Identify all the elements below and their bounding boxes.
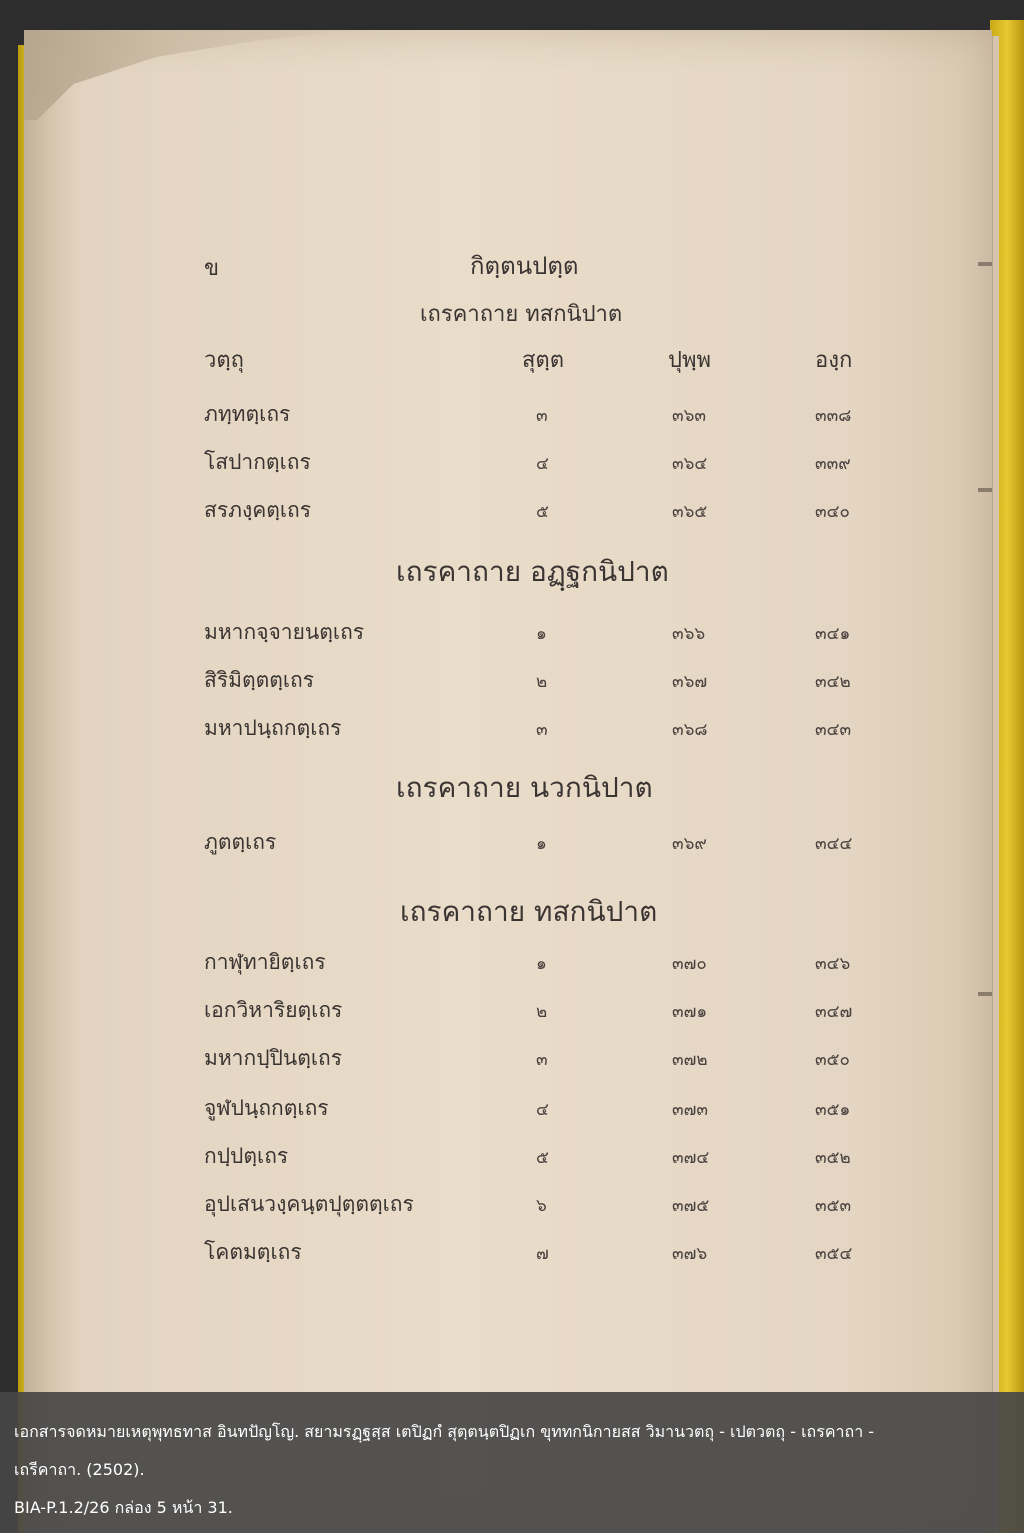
entry-name: สรภงฺคตฺเถร (204, 498, 312, 522)
column-header-name: วตฺถุ (204, 348, 244, 373)
column-header-sutta: สุตฺต (522, 348, 565, 373)
archive-caption-bar (0, 1392, 1024, 1533)
entry-sutta: ๕ (536, 502, 549, 522)
entry-pubba: ๓๖๔ (672, 454, 708, 474)
entry-name: สิริมิตฺตตฺเถร (204, 668, 315, 692)
entry-name: อุปเสนวงฺคนฺตปุตฺตตฺเถร (204, 1192, 414, 1216)
entry-sutta: ๔ (536, 1100, 549, 1120)
column-header-anga: องฺก (815, 348, 853, 373)
caption-line-1: เอกสารจดหมายเหตุพุทธทาส อินทปัญโญ. สยามรฏฺฐสฺส เตปิฏกํ สุตฺตนฺตปิฏเก ขุททกนิกายสส วิมานวตถุ - เปตวตถุ - เถรคาถา - (14, 1422, 875, 1441)
entry-name: กปฺปตฺเถร (204, 1144, 289, 1168)
page-marker-tick (978, 992, 992, 996)
entry-sutta: ๒ (536, 672, 548, 692)
entry-anga: ๓๔๗ (815, 1002, 853, 1022)
entry-pubba: ๓๖๘ (672, 720, 708, 740)
entry-name: กาฬุทายิตฺเถร (204, 950, 326, 974)
entry-sutta: ๗ (536, 1244, 549, 1264)
entry-anga: ๓๓๘ (815, 406, 852, 426)
caption-line-2: เถรีคาถา. (2502). (14, 1460, 145, 1479)
entry-sutta: ๓ (536, 720, 548, 740)
entry-sutta: ๖ (536, 1196, 547, 1216)
page-title: กิตฺตนปตฺต (470, 252, 579, 280)
entry-pubba: ๓๖๓ (672, 406, 707, 426)
entry-anga: ๓๔๖ (815, 954, 851, 974)
entry-pubba: ๓๗๓ (672, 1100, 709, 1120)
entry-pubba: ๓๗๐ (672, 954, 707, 974)
section-title: เถรคาถาย ทสกนิปาต (400, 895, 658, 928)
entry-sutta: ๕ (536, 1148, 549, 1168)
entry-sutta: ๑ (536, 954, 547, 974)
entry-name: มหากจฺจายนตฺเถร (204, 620, 365, 644)
entry-anga: ๓๔๒ (815, 672, 851, 692)
page-stack-edge (992, 36, 999, 1533)
section-title: เถรคาถาย นวกนิปาต (396, 771, 653, 804)
entry-name: ภทฺทตฺเถร (204, 402, 291, 426)
entry-anga: ๓๕๑ (815, 1100, 851, 1120)
entry-name: มหาปนฺถกตฺเถร (204, 716, 342, 740)
entry-sutta: ๓ (536, 406, 548, 426)
entry-pubba: ๓๖๙ (672, 834, 707, 854)
entry-sutta: ๑ (536, 624, 547, 644)
column-header-pubba: ปุพฺพ (668, 348, 711, 373)
entry-anga: ๓๔๓ (815, 720, 852, 740)
entry-name: โคตมตฺเถร (204, 1240, 302, 1264)
caption-reference: BIA-P.1.2/26 กล่อง 5 หน้า 31. (14, 1498, 233, 1517)
entry-anga: ๓๔๑ (815, 624, 851, 644)
entry-sutta: ๓ (536, 1050, 548, 1070)
entry-pubba: ๓๗๑ (672, 1002, 708, 1022)
entry-sutta: ๒ (536, 1002, 548, 1022)
entry-pubba: ๓๗๕ (672, 1196, 710, 1216)
entry-anga: ๓๔๐ (815, 502, 850, 522)
entry-anga: ๓๕๐ (815, 1050, 850, 1070)
entry-name: มหากปฺปินตฺเถร (204, 1046, 343, 1070)
first-section-title: เถรคาถาย ทสกนิปาต (420, 302, 623, 327)
entry-anga: ๓๓๙ (815, 454, 851, 474)
entry-name: โสปากตฺเถร (204, 450, 311, 474)
page-letter: ข (204, 256, 220, 281)
entry-pubba: ๓๖๖ (672, 624, 706, 644)
entry-name: ภูตตฺเถร (204, 830, 277, 854)
entry-name: จูฬปนฺถกตฺเถร (204, 1096, 329, 1120)
entry-pubba: ๓๗๒ (672, 1050, 708, 1070)
entry-anga: ๓๕๓ (815, 1196, 852, 1216)
entry-sutta: ๔ (536, 454, 549, 474)
section-title: เถรคาถาย อฏฺฐกนิปาต (396, 555, 669, 588)
entry-pubba: ๓๗๖ (672, 1244, 708, 1264)
entry-anga: ๓๔๔ (815, 834, 853, 854)
entry-anga: ๓๕๔ (815, 1244, 853, 1264)
entry-pubba: ๓๖๕ (672, 502, 708, 522)
entry-name: เอกวิหาริยตฺเถร (204, 998, 343, 1022)
entry-anga: ๓๕๒ (815, 1148, 851, 1168)
page-marker-tick (978, 262, 992, 266)
entry-pubba: ๓๗๔ (672, 1148, 710, 1168)
entry-pubba: ๓๖๗ (672, 672, 708, 692)
page-marker-tick (978, 488, 992, 492)
entry-sutta: ๑ (536, 834, 547, 854)
